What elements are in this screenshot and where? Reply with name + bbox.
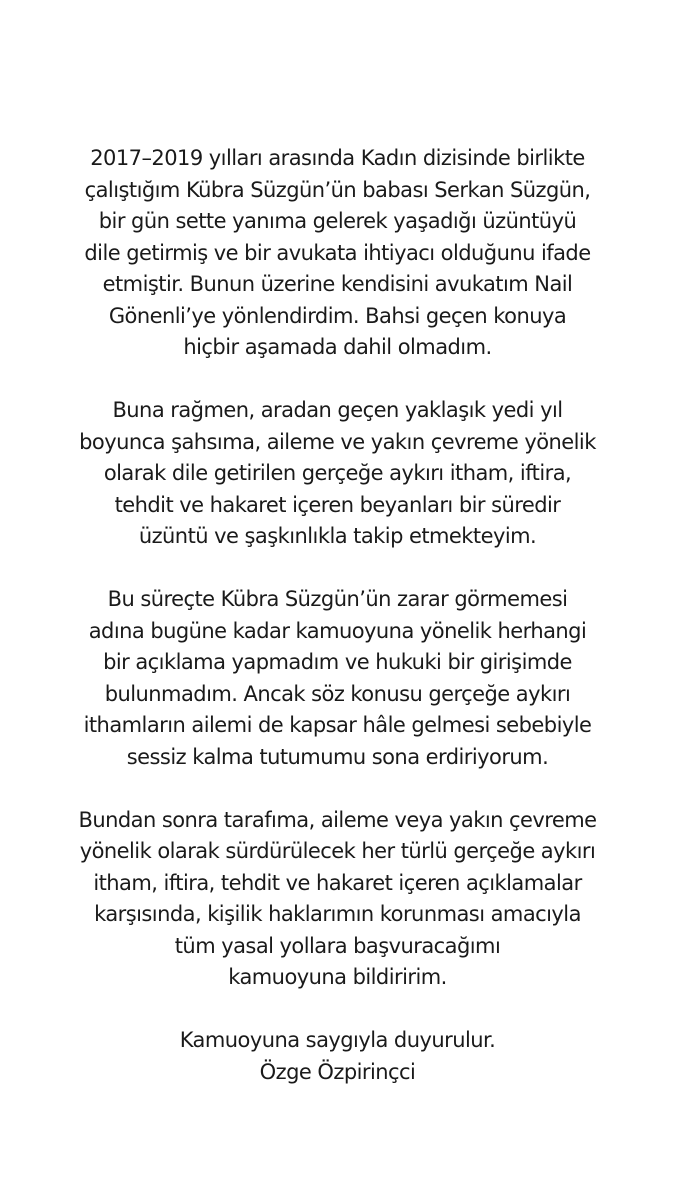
- text-line: çalıştığım Kübra Süzgün’ün babası Serkan Süzgün,: [84, 177, 591, 202]
- text-line: adına bugüne kadar kamuoyuna yönelik herhangi: [88, 618, 587, 643]
- text-line: Gönenli’ye yönlendirdim. Bahsi geçen konuya: [108, 303, 567, 328]
- text-line: tüm yasal yollara başvuracağımı: [174, 933, 501, 958]
- text-line: bir gün sette yanıma gelerek yaşadığı üzüntüyü: [98, 209, 577, 233]
- text-line: Buna rağmen, aradan geçen yaklaşık yedi yıl: [112, 398, 563, 422]
- text-line: 2017–2019 yılları arasında Kadın dizisinde birlikte: [90, 146, 585, 170]
- text-line: sessiz kalma tutumumu sona erdiriyorum.: [126, 744, 549, 769]
- paragraph-spacer: [0, 773, 675, 805]
- text-line: tehdit ve hakaret içeren beyanları bir süredir: [114, 492, 561, 517]
- text-line: ithamların ailemi de kapsar hâle gelmesi sebebiyle: [83, 713, 592, 737]
- paragraph-spacer: [0, 994, 675, 1026]
- paragraph-legal-action: [0, 805, 675, 994]
- text-line: Bundan sonra tarafıma, aileme veya yakın çevreme: [78, 807, 597, 832]
- paragraph-incident: [0, 143, 675, 364]
- statement-text: [0, 143, 675, 1088]
- paragraph-spacer: [0, 553, 675, 585]
- paragraph-silence: [0, 584, 675, 773]
- signature-name: Özge Özpirinçci: [259, 1059, 416, 1084]
- closing-line: Kamuoyuna saygıyla duyurulur.: [179, 1028, 496, 1052]
- paragraph-spacer: [0, 364, 675, 396]
- text-line: bir açıklama yapmadım ve hukuki bir girişimde: [103, 650, 572, 674]
- text-line: yönelik olarak sürdürülecek her türlü gerçeğe aykırı: [79, 839, 596, 863]
- text-line: hiçbir aşamada dahil olmadım.: [183, 335, 492, 359]
- text-line: boyunca şahsıma, aileme ve yakın çevreme yönelik: [79, 429, 596, 454]
- text-line: karşısında, kişilik haklarımın korunması amacıyla: [94, 902, 581, 926]
- text-line: üzüntü ve şaşkınlıkla takip etmekteyim.: [138, 524, 537, 548]
- text-line: itham, iftira, tehdit ve hakaret içeren açıklamalar: [93, 870, 582, 895]
- text-line: Bu süreçte Kübra Süzgün’ün zarar görmemesi: [107, 587, 568, 611]
- text-line: dile getirmiş ve bir avukata ihtiyacı olduğunu ifade: [84, 240, 591, 265]
- text-line: etmiştir. Bunun üzerine kendisini avukatım Nail: [102, 272, 573, 296]
- text-line: olarak dile getirilen gerçeğe aykırı itham, iftira,: [103, 461, 572, 485]
- text-line: bulunmadım. Ancak söz konusu gerçeğe aykırı: [104, 681, 571, 706]
- text-line: kamuoyuna bildiririm.: [228, 965, 447, 989]
- paragraph-accusations: [0, 395, 675, 553]
- paragraph-closing: [0, 1025, 675, 1088]
